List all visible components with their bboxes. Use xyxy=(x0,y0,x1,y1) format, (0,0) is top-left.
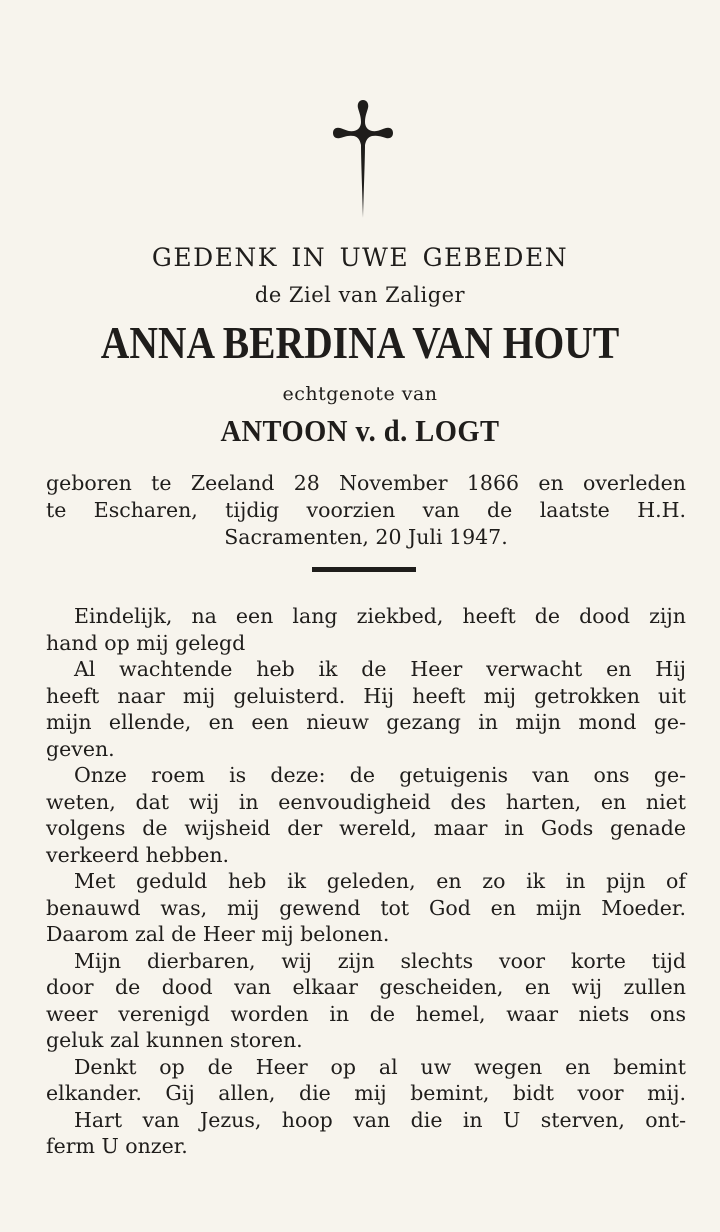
cross-icon xyxy=(332,98,394,220)
verse-line: volgens de wijsheid der wereld, maar in Gods genade xyxy=(46,816,686,840)
verse-block xyxy=(46,603,686,1160)
verse-line: geluk zal kunnen storen. xyxy=(46,1028,303,1052)
verse-line: geven. xyxy=(46,736,115,761)
verse-line: Al wachtende heb ik de Heer verwacht en Hij xyxy=(74,657,686,681)
spouse-label: echtgenote van xyxy=(282,383,438,405)
verse-line: Daarom zal de Heer mij belonen. xyxy=(46,922,390,946)
bio-line: Sacramenten, 20 Juli 1947. xyxy=(224,525,508,549)
verse-line: hand op mij gelegd xyxy=(46,630,246,655)
heading: GEDENK IN UWE GEBEDEN xyxy=(151,243,569,272)
bio-line: geboren te Zeeland 28 November 1866 en overleden xyxy=(46,471,686,495)
verse-line: mijn ellende, en een nieuw gezang in mijn mond ge- xyxy=(46,710,686,734)
verse-line: Eindelijk, na een lang ziekbed, heeft de dood zijn xyxy=(74,604,686,628)
bio-block xyxy=(46,470,686,551)
verse-line: Met geduld heb ik geleden, en zo ik in pijn of xyxy=(74,869,686,893)
verse-line: Onze roem is deze: de getuigenis van ons ge- xyxy=(74,763,686,787)
deceased-name: ANNA BERDINA VAN HOUT xyxy=(100,317,620,368)
verse-line: Denkt op de Heer op al uw wegen en bemint xyxy=(74,1054,686,1079)
verse-line: ferm U onzer. xyxy=(46,1134,188,1158)
verse-line: door de dood van elkaar gescheiden, en wij zullen xyxy=(46,975,686,999)
verse-line: weer verenigd worden in de hemel, waar niets ons xyxy=(46,1001,686,1026)
verse-line: heeft naar mij geluisterd. Hij heeft mij getrokken uit xyxy=(46,683,686,708)
divider xyxy=(312,567,416,572)
verse-line: elkander. Gij allen, die mij bemint, bidt voor mij. xyxy=(46,1081,686,1105)
bio-line: te Escharen, tijdig voorzien van de laatste H.H. xyxy=(46,498,686,522)
subheading: de Ziel van Zaliger xyxy=(254,283,466,307)
verse-line: Hart van Jezus, hoop van die in U sterven, ont- xyxy=(74,1107,686,1132)
spouse-name: ANTOON v. d. LOGT xyxy=(220,413,500,448)
verse-line: weten, dat wij in eenvoudigheid des harten, en niet xyxy=(46,789,686,814)
verse-line: Mijn dierbaren, wij zijn slechts voor korte tijd xyxy=(74,948,686,973)
verse-line: verkeerd hebben. xyxy=(46,842,230,867)
verse-line: benauwd was, mij gewend tot God en mijn Moeder. xyxy=(46,895,686,920)
